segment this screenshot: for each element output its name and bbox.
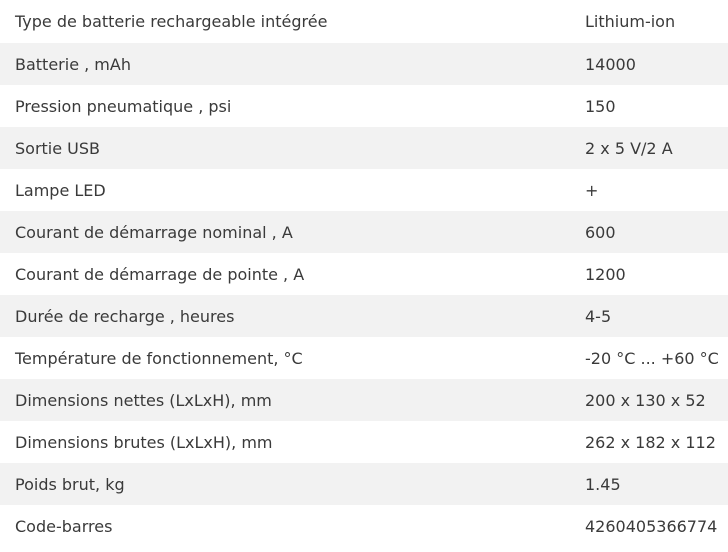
spec-value: Lithium-ion: [585, 12, 676, 31]
spec-value: 2 x 5 V/2 A: [585, 138, 673, 158]
spec-row-net-dimensions: [0, 379, 728, 421]
spec-label: Lampe LED: [15, 180, 106, 200]
spec-label: Poids brut, kg: [15, 474, 125, 494]
spec-row-gross-weight: [0, 463, 728, 505]
spec-label: Batterie , mAh: [15, 54, 131, 74]
spec-value: 4-5: [585, 306, 612, 326]
spec-row-charging-time: [0, 295, 728, 337]
spec-value: -20 °C ... +60 °C: [585, 348, 719, 368]
spec-label: Dimensions nettes (LxLxH), mm: [15, 390, 272, 410]
spec-row-air-pressure: [0, 85, 728, 127]
spec-value: 4260405366774: [585, 516, 718, 536]
spec-value: 200 x 130 x 52: [585, 390, 706, 410]
spec-row-led-lamp: [0, 169, 728, 211]
spec-value: 1.45: [585, 474, 621, 494]
spec-row-barcode: [0, 505, 728, 547]
spec-label: Sortie USB: [15, 138, 101, 158]
spec-label: Code-barres: [15, 516, 113, 536]
spec-label: Pression pneumatique , psi: [15, 96, 232, 116]
spec-value: 1200: [585, 264, 626, 284]
spec-label: Type de batterie rechargeable intégrée: [15, 12, 328, 31]
spec-label: Température de fonctionnement, °C: [15, 348, 303, 368]
spec-value: +: [585, 180, 599, 200]
spec-row-battery-type: [0, 0, 728, 43]
spec-label: Durée de recharge , heures: [15, 306, 235, 326]
spec-value: 14000: [585, 54, 636, 74]
spec-value: 150: [585, 96, 616, 116]
spec-row-battery-capacity: [0, 43, 728, 85]
spec-label: Courant de démarrage nominal , A: [15, 222, 293, 242]
spec-row-gross-dimensions: [0, 421, 728, 463]
spec-row-nominal-current: [0, 211, 728, 253]
spec-row-usb-output: [0, 127, 728, 169]
spec-value: 600: [585, 222, 616, 242]
spec-row-peak-current: [0, 253, 728, 295]
spec-value: 262 x 182 x 112: [585, 432, 716, 452]
spec-label: Courant de démarrage de pointe , A: [15, 264, 305, 284]
spec-row-operating-temperature: [0, 337, 728, 379]
spec-label: Dimensions brutes (LxLxH), mm: [15, 432, 273, 452]
